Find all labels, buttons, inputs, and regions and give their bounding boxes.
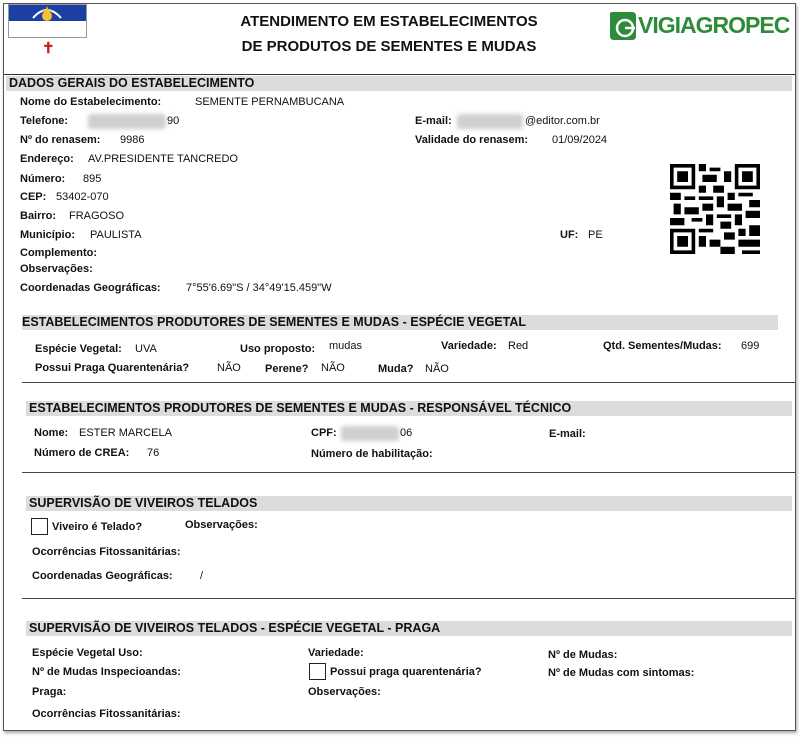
section-title-viveiros: SUPERVISÃO DE VIVEIROS TELADOS (29, 496, 258, 510)
uso-label: Uso proposto: (240, 343, 316, 355)
redacted-cpf (341, 426, 399, 441)
telado-checkbox[interactable] (31, 518, 48, 535)
praga-quarentenaria-checkbox[interactable] (309, 663, 326, 680)
divider (22, 382, 795, 383)
section-title-responsavel: ESTABELECIMENTOS PRODUTORES DE SEMENTES E MUDAS - RESPONSÁVEL TÉCNICO (29, 401, 572, 415)
cep-value: 53402-070 (56, 191, 109, 203)
rt-email-label: E-mail: (549, 428, 586, 440)
section-title-praga: SUPERVISÃO DE VIVEIROS TELADOS - ESPÉCIE VEGETAL - PRAGA (29, 621, 441, 635)
telado-label: Viveiro é Telado? (52, 521, 143, 533)
redacted-email (457, 114, 523, 129)
page-title-line1: ATENDIMENTO EM ESTABELECIMENTOS (240, 13, 538, 30)
qr-code-icon (670, 164, 760, 254)
especie-uso-label: Espécie Vegetal Uso: (32, 647, 143, 659)
validade-value: 01/09/2024 (552, 134, 608, 146)
praga-observacoes-label: Observações: (308, 686, 381, 698)
perene-value: NÃO (321, 362, 345, 374)
email-value: @editor.com.br (525, 115, 600, 127)
nome-label: Nome do Estabelecimento: (20, 96, 162, 108)
redacted-phone (88, 114, 166, 129)
section-title-dados-gerais: DADOS GERAIS DO ESTABELECIMENTO (9, 76, 255, 90)
divider (4, 74, 795, 75)
telefone-label: Telefone: (20, 115, 69, 127)
page-title-line2: DE PRODUTOS DE SEMENTES E MUDAS (241, 38, 537, 55)
nome-value: SEMENTE PERNAMBUCANA (195, 96, 345, 108)
leaf-logo-icon (608, 10, 638, 42)
renasem-label: Nº do renasem: (20, 134, 101, 146)
possui-praga-label: Possui praga quarentenária? (330, 666, 482, 678)
complemento-label: Complemento: (20, 247, 97, 259)
viveiros-ocorrencias-label: Ocorrências Fitossanitárias: (32, 546, 181, 558)
section-title-especie-vegetal: ESTABELECIMENTOS PRODUTORES DE SEMENTES E MUDAS - ESPÉCIE VEGETAL (22, 315, 527, 329)
document-page (3, 3, 796, 731)
numero-label: Número: (20, 173, 66, 185)
endereco-label: Endereço: (20, 153, 74, 165)
uf-value: PE (588, 229, 603, 241)
brand-name: VIGIAGROPEC (638, 12, 790, 38)
bairro-value: FRAGOSO (69, 210, 125, 222)
observacoes-label: Observações: (20, 263, 93, 275)
coordenadas-value: 7°55'6.69"S / 34°49'15.459"W (186, 282, 332, 294)
praga-ocorrencias-label: Ocorrências Fitossanitárias: (32, 708, 181, 720)
praga-label: Possui Praga Quarentenária? (35, 362, 190, 374)
viveiros-coordenadas-label: Coordenadas Geográficas: (32, 570, 173, 582)
cep-label: CEP: (20, 191, 47, 203)
praga-nome-label: Praga: (32, 686, 67, 698)
rt-nome-label: Nome: (34, 427, 69, 439)
praga-variedade-label: Variedade: (308, 647, 364, 659)
brand-logo (608, 8, 788, 44)
variedade-label: Variedade: (441, 340, 497, 352)
n-mudas-label: Nº de Mudas: (548, 649, 618, 661)
endereco-value: AV.PRESIDENTE TANCREDO (88, 153, 238, 165)
municipio-value: PAULISTA (90, 229, 142, 241)
telefone-value: 90 (167, 115, 180, 127)
validade-label: Validade do renasem: (415, 134, 529, 146)
rt-nome-value: ESTER MARCELA (79, 427, 172, 439)
qtd-value: 699 (741, 340, 760, 352)
variedade-value: Red (508, 340, 529, 352)
especie-label: Espécie Vegetal: (35, 343, 122, 355)
viveiros-coordenadas-value: / (200, 570, 204, 582)
municipio-label: Município: (20, 229, 75, 241)
email-label: E-mail: (415, 115, 452, 127)
viveiros-observacoes-label: Observações: (185, 519, 258, 531)
uso-value: mudas (329, 340, 363, 352)
inspecionadas-label: Nº de Mudas Inspecioandas: (32, 666, 181, 678)
especie-value: UVA (135, 343, 157, 355)
sintomas-label: Nº de Mudas com sintomas: (548, 667, 695, 679)
perene-label: Perene? (265, 363, 309, 375)
qtd-label: Qtd. Sementes/Mudas: (603, 340, 722, 352)
muda-label: Muda? (378, 363, 414, 375)
divider (22, 598, 795, 599)
crea-value: 76 (147, 447, 160, 459)
cpf-value: 06 (400, 427, 413, 439)
praga-value: NÃO (217, 362, 241, 374)
renasem-value: 9986 (120, 134, 145, 146)
habilitacao-label: Número de habilitação: (311, 448, 433, 460)
muda-value: NÃO (425, 363, 449, 375)
divider (22, 472, 795, 473)
cross-icon: ✝ (42, 40, 55, 57)
bairro-label: Bairro: (20, 210, 57, 222)
numero-value: 895 (83, 173, 102, 185)
uf-label: UF: (560, 229, 579, 241)
coordenadas-label: Coordenadas Geográficas: (20, 282, 161, 294)
crea-label: Número de CREA: (34, 447, 130, 459)
cpf-label: CPF: (311, 427, 337, 439)
